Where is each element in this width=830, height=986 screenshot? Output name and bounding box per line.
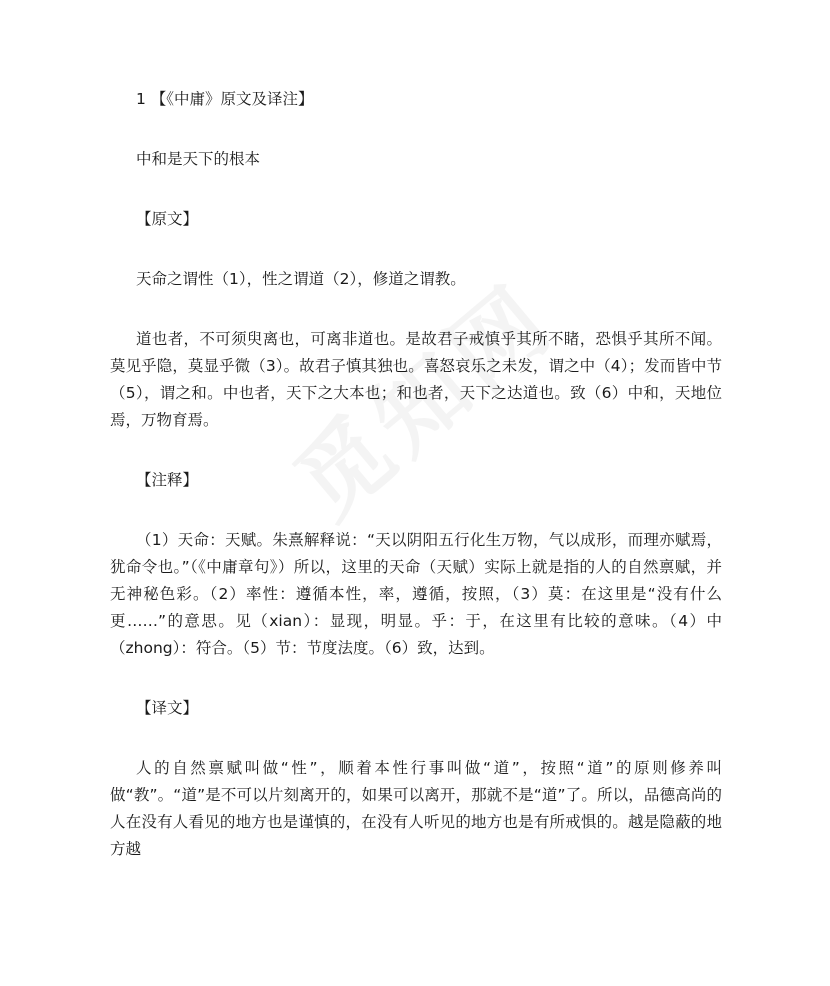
original-paragraph-1: 天命之谓性（1），性之谓道（2），修道之谓教。 (136, 270, 466, 288)
section-heading-notes: 【注释】 (136, 471, 199, 489)
document-body (110, 86, 722, 896)
notes-paragraph: （1）天命：天赋。朱熹解释说：“天以阴阳五行化生万物，气以成形，而理亦赋焉，犹命令也。”（《中庸章句》）所以，这里的天命（天赋）实际上就是指的人的自然禀赋，并无神秘色彩。（2）率性：遵循本性，率，遵循，按照，（3）莫：在这里是“没有什么更……”的意思。见（xian）：显现，明显。乎：于，在这里有比较的意味。（4）中（zhong）：符合。（5）节：节度法度。（6）致，达到。 (110, 531, 722, 657)
translation-paragraph: 人的自然禀赋叫做“性”，顺着本性行事叫做“道”，按照“道”的原则修养叫做“教”。“道”是不可以片刻离开的，如果可以离开，那就不是“道”了。所以，品德高尚的人在没有人看见的地方也是谨慎的，在没有人听见的地方也是有所戒惧的。越是隐蔽的地方越 (110, 759, 722, 858)
section-heading-translation: 【译文】 (136, 699, 199, 717)
section-heading-original: 【原文】 (136, 210, 199, 228)
original-paragraph-2: 道也者，不可须臾离也，可离非道也。是故君子戒慎乎其所不睹，恐惧乎其所不闻。莫见乎隐，莫显乎微（3）。故君子慎其独也。喜怒哀乐之未发，谓之中（4）；发而皆中节（5），谓之和。中也者，天下之大本也；和也者，天下之达道也。致（6）中和，天地位焉，万物育焉。 (110, 330, 722, 429)
document-title: 1 【《中庸》原文及译注】 (136, 90, 314, 108)
document-subtitle: 中和是天下的根本 (136, 150, 261, 168)
